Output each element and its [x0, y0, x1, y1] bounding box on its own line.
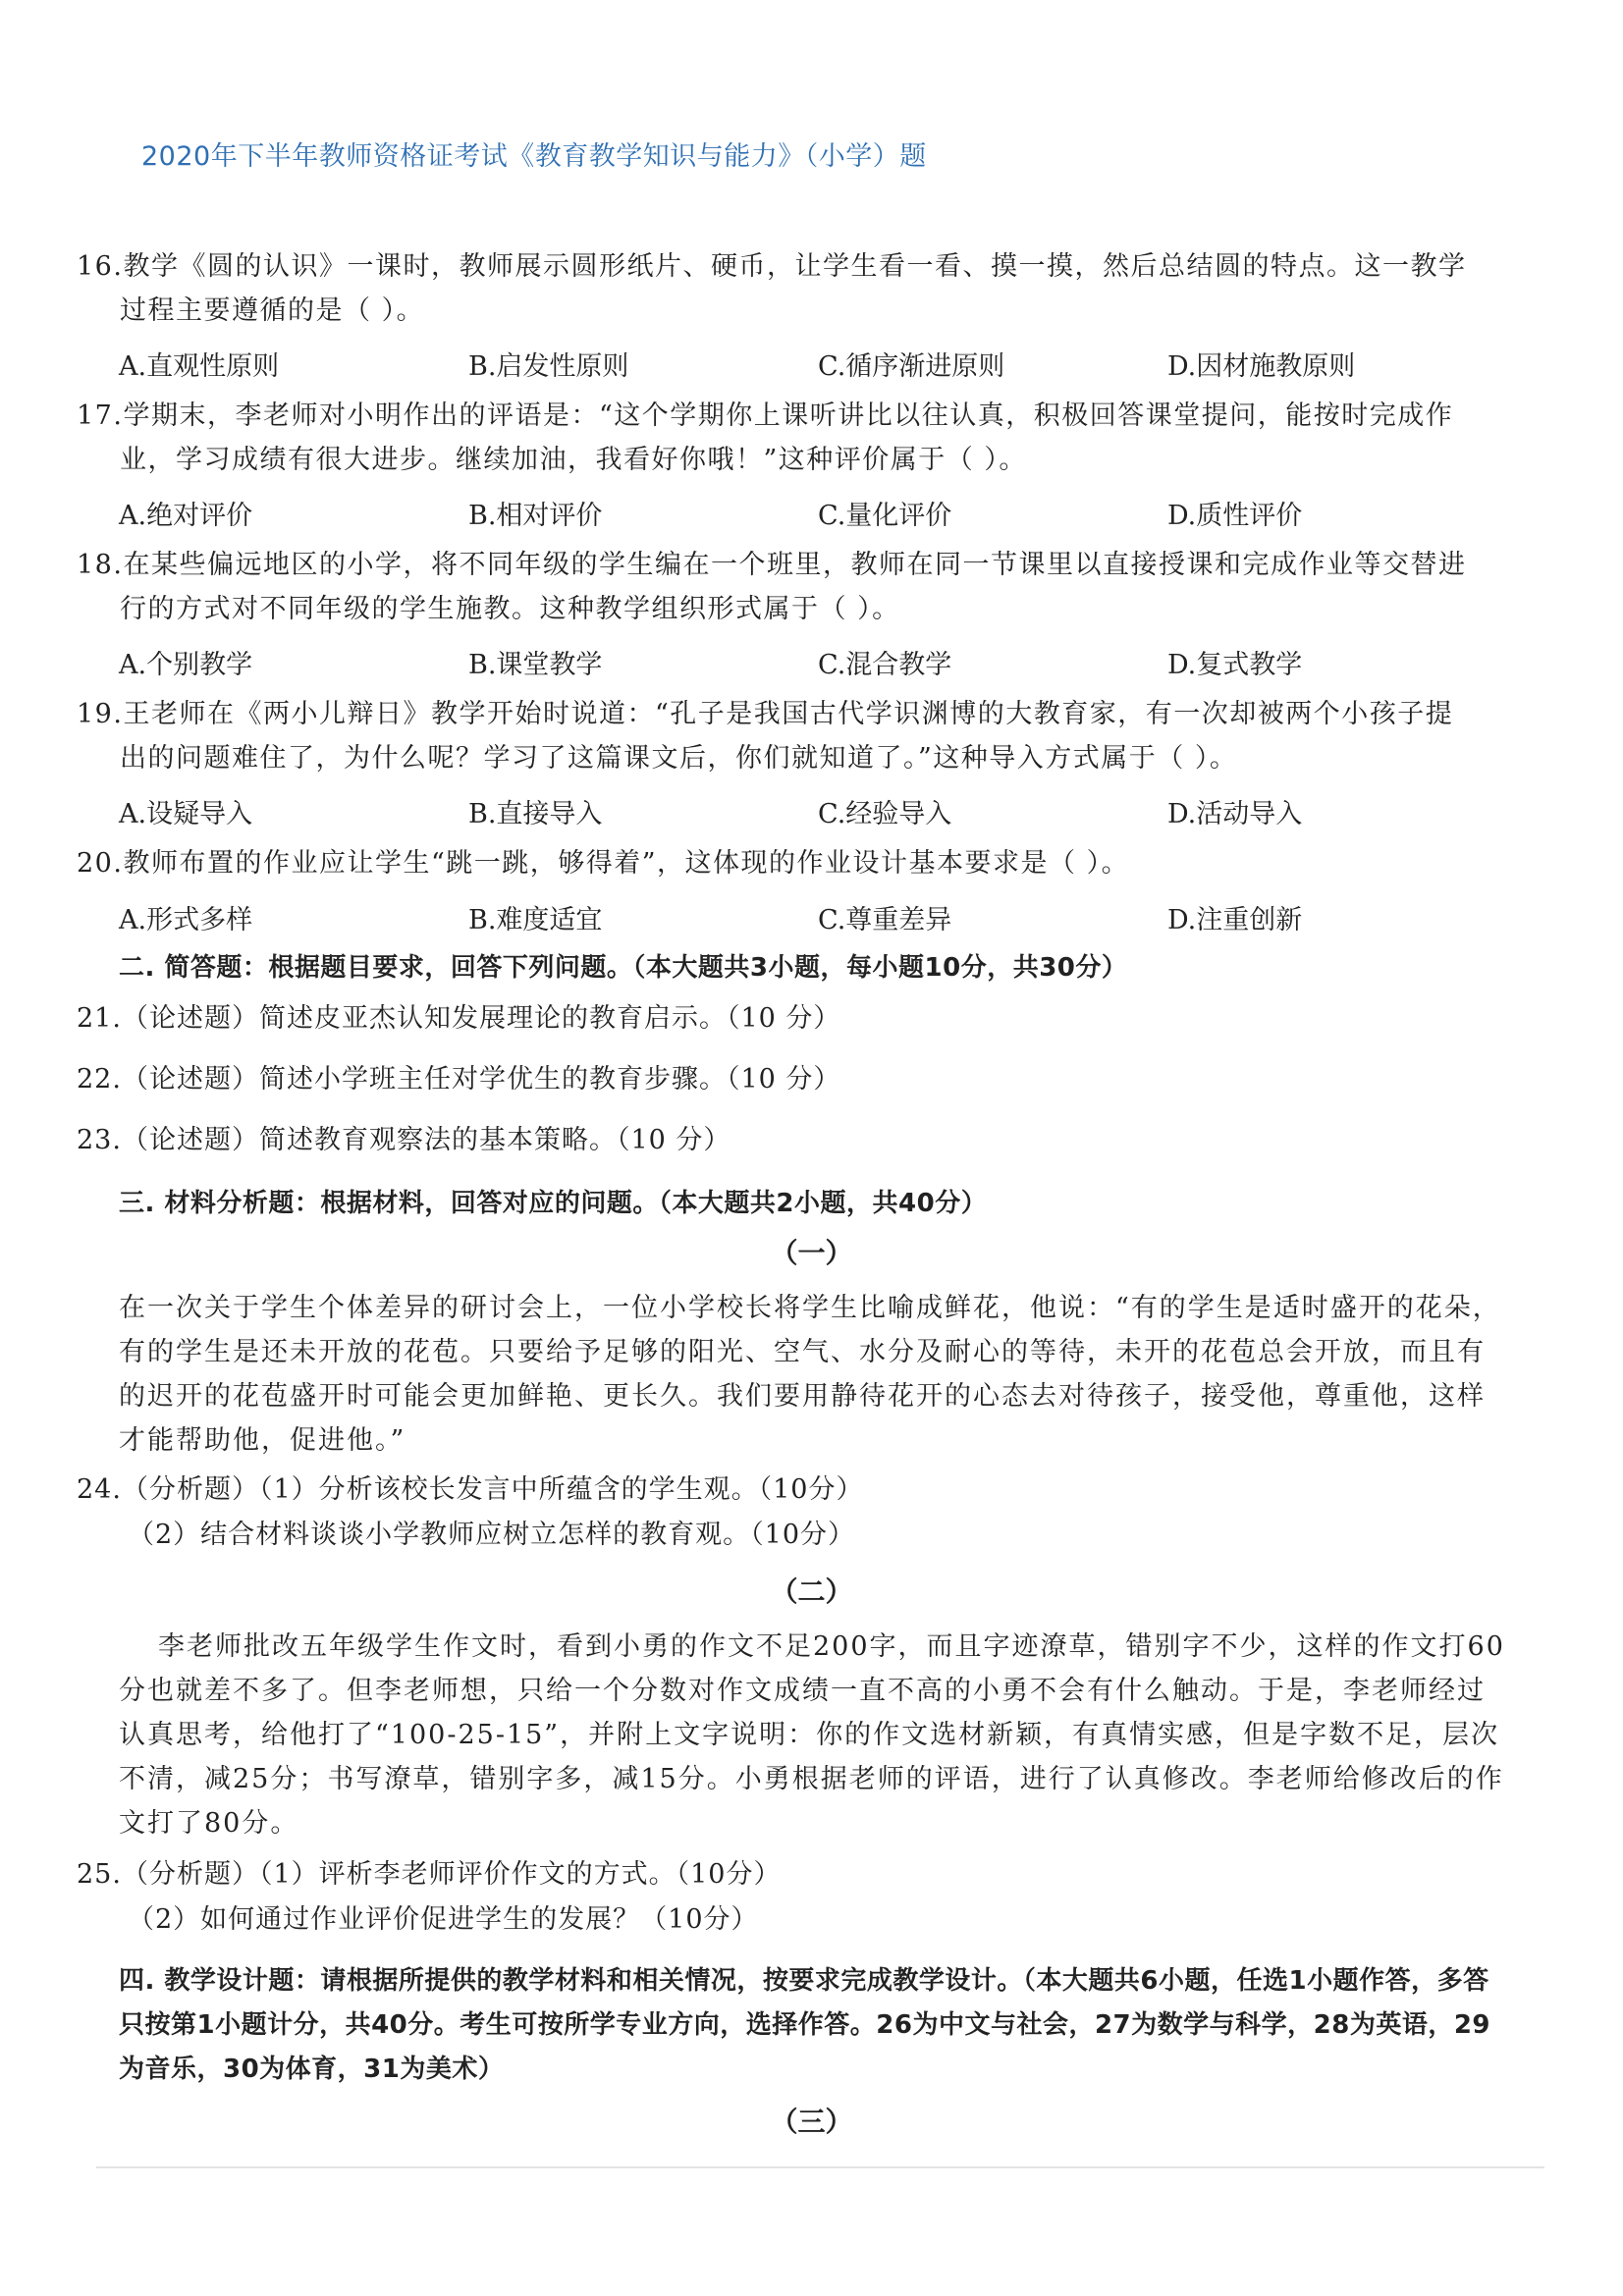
material-2: 李老师批改五年级学生作文时，看到小勇的作文不足200字，而且字迹潦草，错别字不少，这样的作文打60分也就差不多了。但李老师想，只给一个分数对作文成绩一直不高的小勇不会有什么触动。于是，李老师经过认真思考，给他打了“100-25-15”，并附上文字说明：你的作文选材新颖，有真情实感，但是字数不足，层次不清，减25分；书写潦草，错别字多，减15分。小勇根据老师的评语，进行了认真修改。李老师给修改后的作文打了80分。 — [119, 1631, 1505, 1839]
question-text-cont: 行的方式对不同年级的学生施教。这种教学组织形式属于（ ）。 — [120, 594, 900, 624]
options-18 — [119, 643, 1513, 682]
question-text: 王老师在《两小儿辩日》教学开始时说道：“孔子是我国古代学识渊博的大教育家，有一次却被两个小孩子提 — [123, 699, 1454, 729]
option-d: D.注重创新 — [1167, 905, 1303, 935]
option-b: B.课堂教学 — [468, 650, 603, 680]
options-20 — [119, 898, 1513, 937]
option-b: B.启发性原则 — [468, 351, 629, 382]
question-24-part-2: （2）结合材料谈谈小学教师应树立怎样的教育观。（10分） — [128, 1520, 856, 1550]
question-23: 23.（论述题）简述教育观察法的基本策略。（10 分） — [77, 1125, 731, 1155]
option-c: C.量化评价 — [818, 501, 952, 531]
option-a: A.绝对评价 — [119, 501, 253, 531]
question-text-cont: 业，学习成绩有很大进步。继续加油，我看好你哦！”这种评价属于（ ）。 — [120, 445, 1027, 475]
part-3-title: （三） — [770, 2106, 853, 2138]
question-19 — [77, 692, 1509, 780]
options-19 — [119, 792, 1513, 831]
footer-divider — [96, 2166, 1544, 2168]
section-2-heading: 二. 简答题：根据题目要求，回答下列问题。（本大题共3小题，每小题10分，共30分） — [119, 953, 1128, 983]
question-24-part-1: 24.（分析题）（1）分析该校长发言中所蕴含的学生观。（10分） — [77, 1474, 864, 1505]
section-3-heading: 三. 材料分析题：根据材料，回答对应的问题。（本大题共2小题，共40分） — [119, 1189, 988, 1218]
question-text: 教师布置的作业应让学生“跳一跳，够得着”，这体现的作业设计基本要求是（ ）。 — [123, 848, 1130, 879]
option-b: B.直接导入 — [468, 799, 603, 829]
option-b: B.相对评价 — [468, 501, 603, 531]
option-c: C.混合教学 — [818, 650, 952, 680]
options-17 — [119, 494, 1513, 533]
question-text-cont: 出的问题难住了，为什么呢？学习了这篇课文后，你们就知道了。”这种导入方式属于（ ）。 — [120, 743, 1238, 774]
question-25-part-1: 25.（分析题）（1）评析李老师评价作文的方式。（10分） — [77, 1859, 782, 1890]
option-c: C.经验导入 — [818, 799, 952, 829]
question-22: 22.（论述题）简述小学班主任对学优生的教育步骤。（10 分） — [77, 1064, 841, 1095]
question-text: 在某些偏远地区的小学，将不同年级的学生编在一个班里，教师在同一节课里以直接授课和完成作业等交替进 — [123, 550, 1467, 580]
option-a: A.个别教学 — [119, 650, 253, 680]
question-number: 20. — [77, 848, 124, 879]
part-2-title: （二） — [770, 1575, 853, 1608]
question-text: 教学《圆的认识》一课时，教师展示圆形纸片、硬币，让学生看一看、摸一摸，然后总结圆的特点。这一教学 — [123, 251, 1467, 282]
option-a: A.设疑导入 — [119, 799, 253, 829]
option-c: C.循序渐进原则 — [818, 351, 1005, 382]
question-number: 16. — [77, 251, 124, 282]
document-header: 2020年下半年教师资格证考试《教育教学知识与能力》（小学）题 — [141, 141, 927, 172]
options-16 — [119, 345, 1513, 384]
option-d: D.质性评价 — [1167, 501, 1303, 531]
question-text: 学期末，李老师对小明作出的评语是：“这个学期你上课听讲比以往认真，积极回答课堂提问，能按时完成作 — [123, 400, 1454, 431]
option-d: D.活动导入 — [1167, 799, 1303, 829]
question-21: 21.（论述题）简述皮亚杰认知发展理论的教育启示。（10 分） — [77, 1003, 841, 1034]
question-number: 18. — [77, 550, 124, 580]
question-number: 17. — [77, 400, 124, 431]
question-25-part-2: （2）如何通过作业评价促进学生的发展？（10分） — [128, 1904, 759, 1935]
material-1: 在一次关于学生个体差异的研讨会上，一位小学校长将学生比喻成鲜花，他说：“有的学生是适时盛开的花朵，有的学生是还未开放的花苞。只要给予足够的阳光、空气、水分及耐心的等待，未开的花苞总会开放，而且有的迟开的花苞盛开时可能会更加鲜艳、更长久。我们要用静待花开的心态去对待孩子，接受他，尊重他，这样才能帮助他，促进他。” — [119, 1293, 1501, 1456]
option-d: D.复式教学 — [1167, 650, 1303, 680]
question-16 — [77, 244, 1509, 333]
part-1-title: （一） — [770, 1237, 853, 1269]
question-number: 19. — [77, 699, 124, 729]
question-17 — [77, 394, 1509, 482]
option-b: B.难度适宜 — [468, 905, 603, 935]
section-4-heading: 四. 教学设计题：请根据所提供的教学材料和相关情况，按要求完成教学设计。（本大题共6小题，任选1小题作答，多答只按第1小题计分，共40分。考生可按所学专业方向，选择作答。26为中文与社会，27为数学与科学，28为英语，29为音乐，30为体育，31为美术） — [119, 1966, 1491, 2084]
option-d: D.因材施教原则 — [1167, 351, 1356, 382]
option-a: A.直观性原则 — [119, 351, 280, 382]
question-text-cont: 过程主要遵循的是（ ）。 — [120, 295, 425, 326]
question-18 — [77, 543, 1509, 631]
option-c: C.尊重差异 — [818, 905, 952, 935]
question-20 — [77, 841, 1509, 885]
option-a: A.形式多样 — [119, 905, 253, 935]
